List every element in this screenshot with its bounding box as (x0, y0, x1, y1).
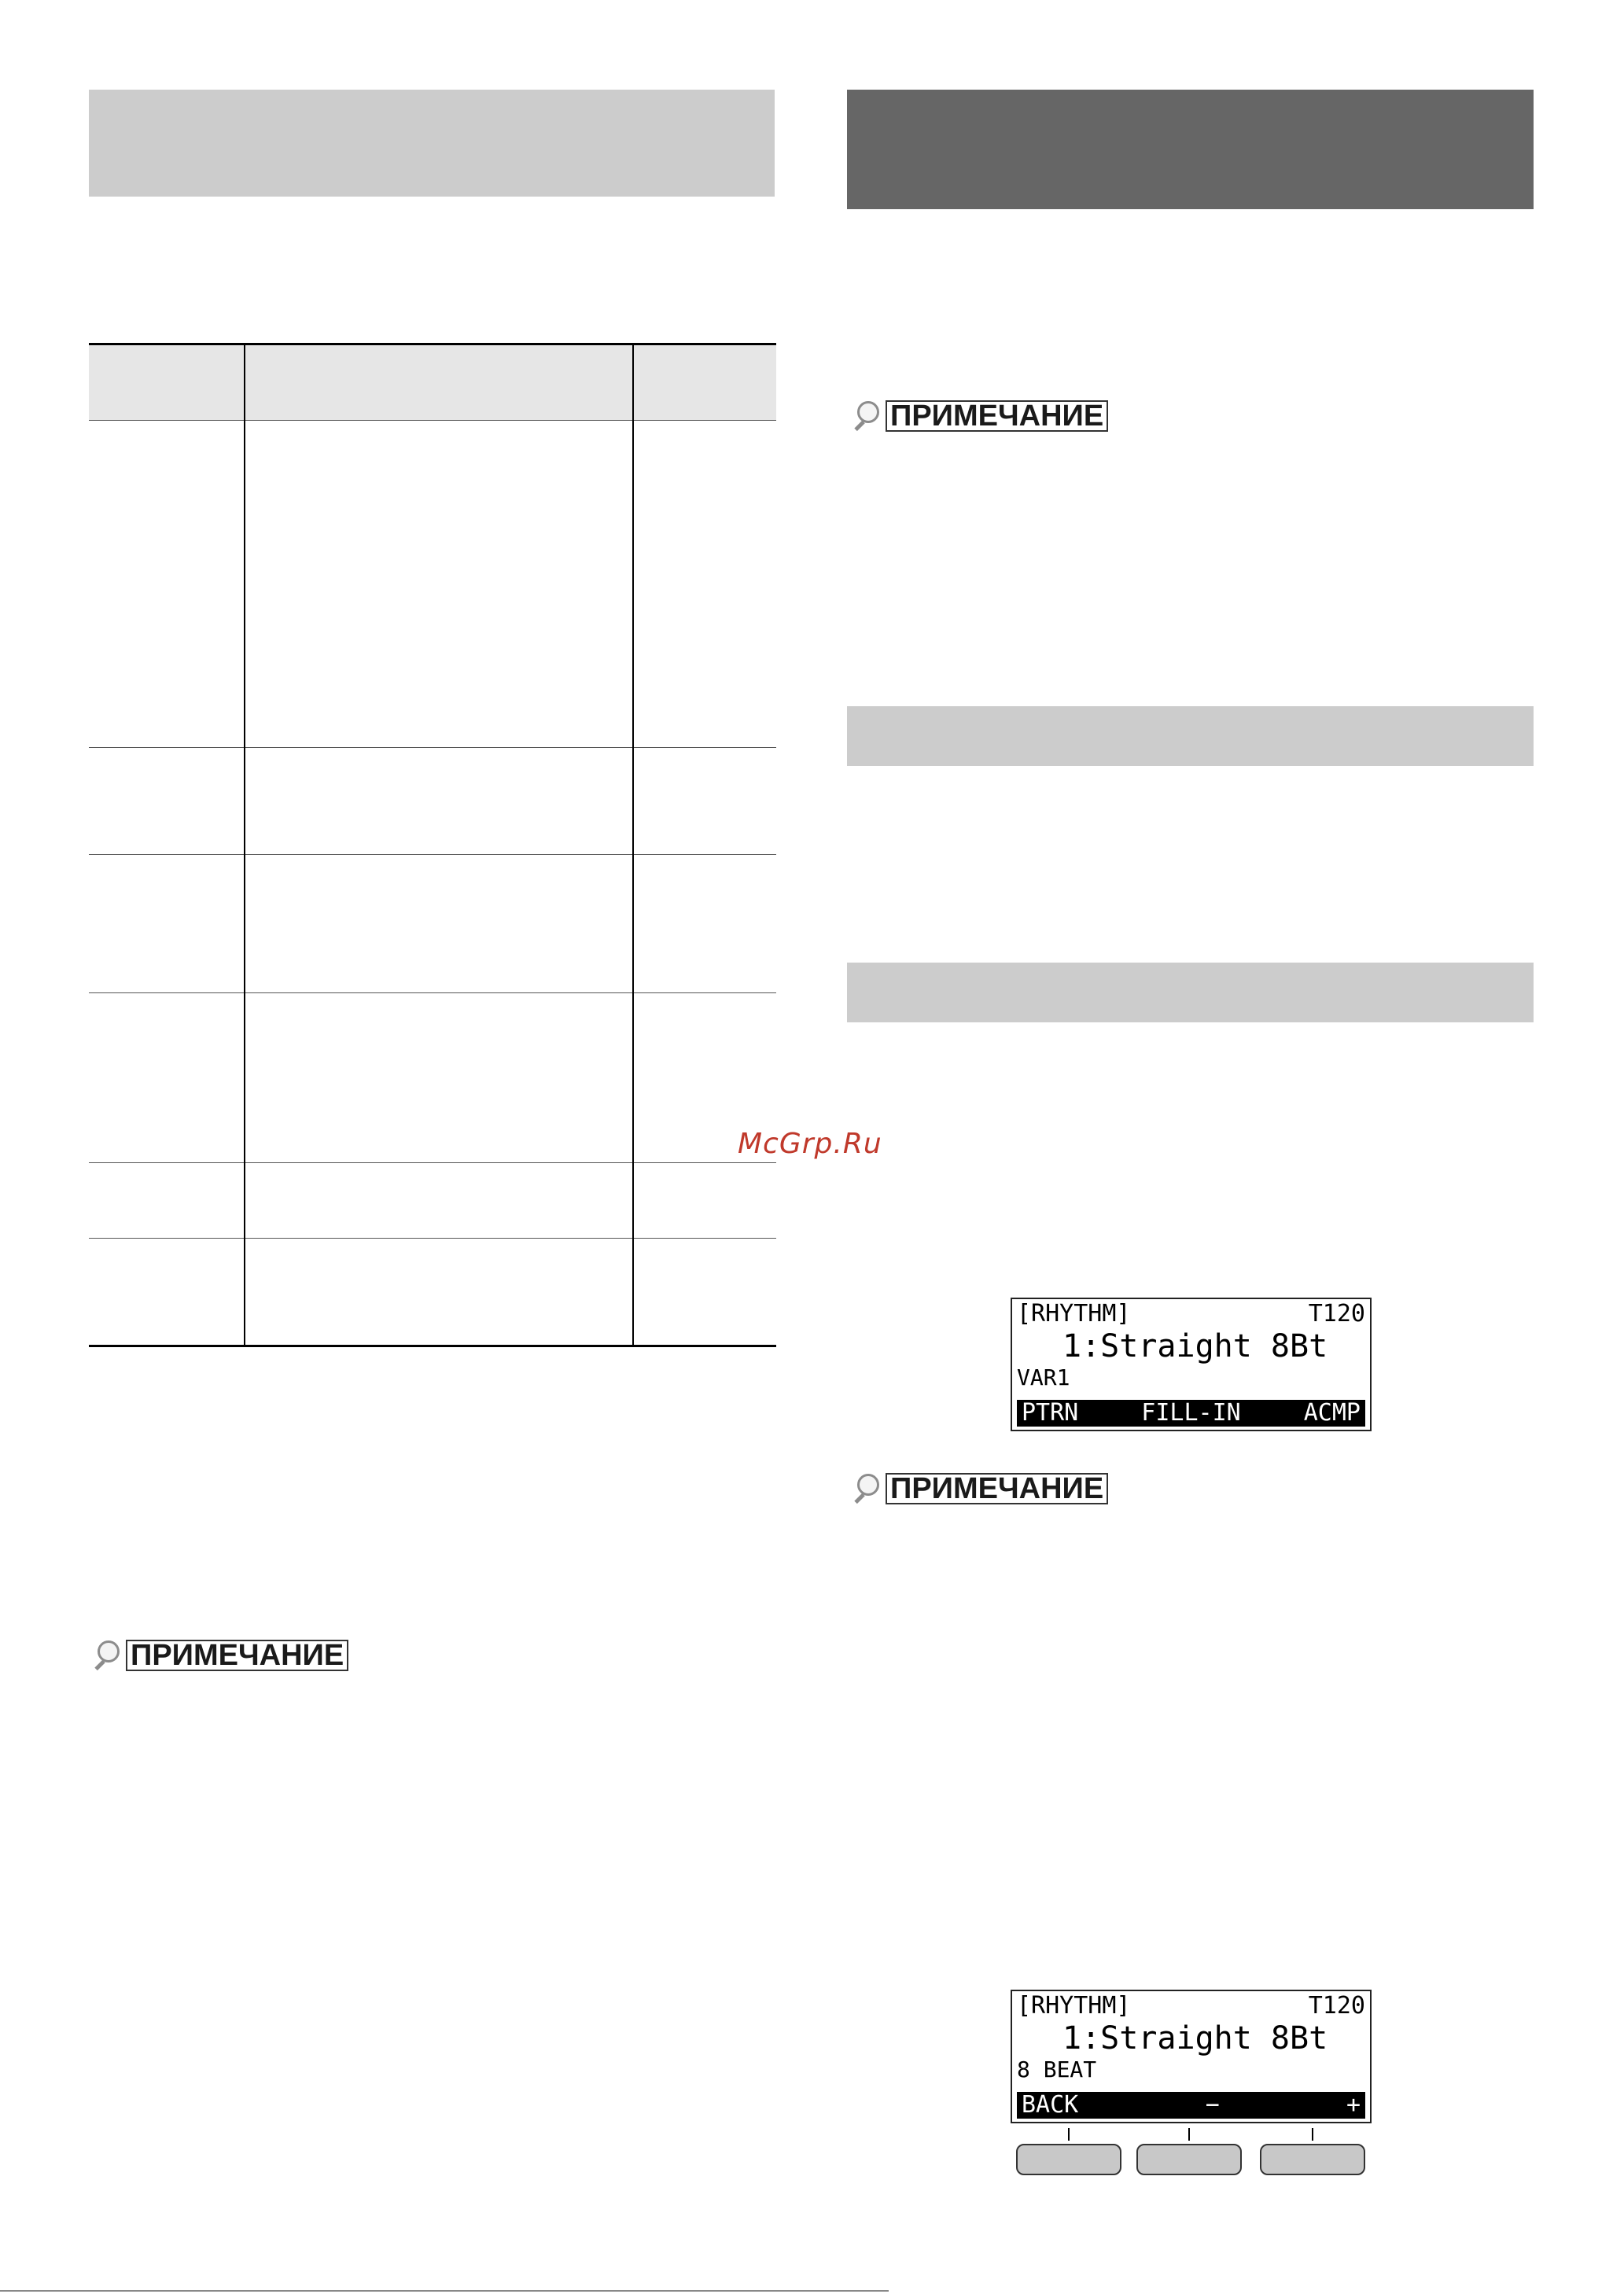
plus-button[interactable] (1260, 2144, 1365, 2175)
lcd-tempo: T120 (1308, 1300, 1365, 1327)
lcd-softkey-bar (1017, 2092, 1365, 2119)
table-top-rule (89, 343, 776, 345)
table-column-rule (244, 344, 245, 1346)
softkey-label-1: PTRN (1022, 1399, 1079, 1427)
right-subsection-header-1 (847, 706, 1534, 766)
lcd-mode: [RHYTHM] (1017, 1992, 1131, 2020)
lcd-display-rhythm-category (1011, 1990, 1372, 2123)
note-label: ПРИМЕЧАНИЕ (886, 400, 1108, 432)
table-row-rule (89, 992, 776, 993)
magnifier-icon (91, 1639, 126, 1672)
table-row-rule (89, 1162, 776, 1163)
magnifier-icon (851, 400, 886, 433)
softkey-tick (1312, 2128, 1313, 2141)
note-badge-right-2 (851, 1472, 1108, 1505)
footer-rule (0, 2290, 889, 2292)
lcd-rhythm-name: 1:Straight 8Bt (1062, 1328, 1328, 1364)
table-row-rule (89, 854, 776, 855)
right-section-header (847, 90, 1534, 209)
right-subsection-header-2 (847, 963, 1534, 1022)
softkey-label-3: ACMP (1303, 1399, 1361, 1427)
note-badge-right-1 (851, 400, 1108, 433)
lcd-top-line (1017, 1993, 1365, 2020)
minus-button[interactable] (1136, 2144, 1242, 2175)
back-button[interactable] (1016, 2144, 1121, 2175)
softkey-tick (1068, 2128, 1070, 2141)
left-section-header (89, 90, 775, 197)
table-column-rule (632, 344, 634, 1346)
note-label: ПРИМЕЧАНИЕ (886, 1473, 1108, 1504)
magnifier-icon (851, 1472, 886, 1505)
lcd-category: 8 BEAT (1017, 2056, 1097, 2082)
table-row-rule (89, 1238, 776, 1239)
softkey-label-plus: + (1346, 2091, 1361, 2119)
softkey-tick (1188, 2128, 1190, 2141)
lcd-rhythm-name: 1:Straight 8Bt (1062, 2020, 1328, 2056)
note-label: ПРИМЕЧАНИЕ (126, 1640, 348, 1671)
lcd-tempo: T120 (1308, 1992, 1365, 2020)
lcd-top-line (1017, 1301, 1365, 1327)
lcd-variation: VAR1 (1017, 1364, 1070, 1390)
watermark: McGrp.Ru (738, 1128, 882, 1160)
table-bottom-rule (89, 1345, 776, 1347)
note-badge-left (91, 1639, 348, 1672)
lcd-softkey-bar (1017, 1400, 1365, 1427)
softkey-label-minus: − (1205, 2091, 1220, 2119)
lcd-display-rhythm (1011, 1298, 1372, 1431)
lcd-mode: [RHYTHM] (1017, 1300, 1131, 1327)
table-header-row (89, 344, 776, 420)
table-header-rule (89, 420, 776, 421)
table-row-rule (89, 747, 776, 748)
softkey-label-back: BACK (1022, 2091, 1079, 2119)
softkey-label-2: FILL-IN (1141, 1399, 1241, 1427)
